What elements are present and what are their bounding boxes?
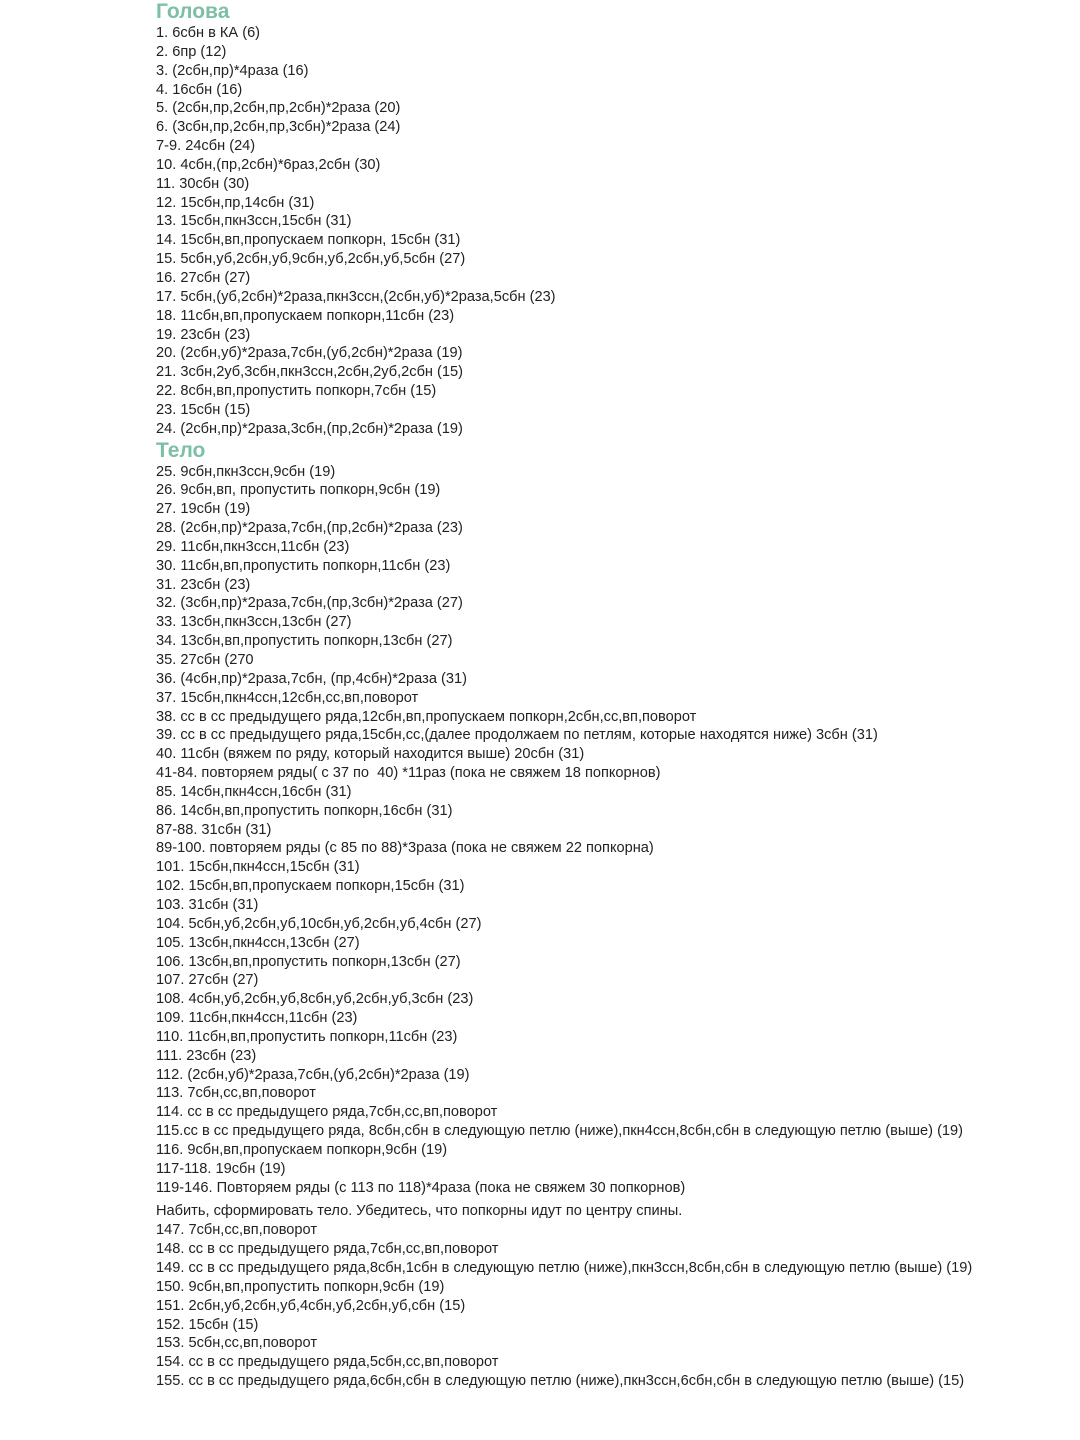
pattern-row: 31. 23сбн (23) [156, 576, 251, 593]
pattern-row: 1. 6сбн в КА (6) [156, 25, 261, 41]
pattern-row: 20. (2сбн,уб)*2раза,7сбн,(уб,2сбн)*2раза (19) [156, 345, 463, 362]
pattern-row: 3. (2сбн,пр)*4раза (16) [156, 62, 309, 79]
pattern-row: 25. 9сбн,пкн3ссн,9сбн (19) [156, 463, 336, 480]
pattern-row: 86. 14сбн,вп,пропустить попкорн,16сбн (31) [156, 802, 453, 819]
body-rows-list [156, 463, 1056, 1198]
stuffing-note: Набить, сформировать тело. Убедитесь, что попкорны идут по центру спины. [156, 1203, 683, 1220]
pattern-row: 26. 9сбн,вп, пропустить попкорн,9сбн (19) [156, 482, 441, 499]
section-body [156, 439, 1056, 1391]
pattern-row: 40. 11сбн (вяжем по ряду, который находится выше) 20сбн (31) [156, 746, 585, 763]
pattern-row: 24. (2сбн,пр)*2раза,3сбн,(пр,2сбн)*2раза (19) [156, 420, 463, 437]
pattern-row: 103. 31сбн (31) [156, 896, 259, 913]
pattern-row: 30. 11сбн,вп,пропустить попкорн,11сбн (23) [156, 557, 451, 574]
pattern-row: 108. 4сбн,уб,2сбн,уб,8сбн,уб,2сбн,уб,3сбн (23) [156, 991, 474, 1008]
head-rows-list [156, 24, 1056, 439]
pattern-row: 150. 9сбн,вп,пропустить попкорн,9сбн (19) [156, 1278, 445, 1295]
pattern-row: 152. 15сбн (15) [156, 1316, 259, 1333]
pattern-row: 102. 15сбн,вп,пропускаем попкорн,15сбн (31) [156, 878, 465, 895]
pattern-row: 153. 5сбн,сс,вп,поворот [156, 1335, 318, 1352]
pattern-row: 22. 8сбн,вп,пропустить попкорн,7сбн (15) [156, 383, 437, 400]
pattern-row: 13. 15сбн,пкн3ссн,15сбн (31) [156, 213, 352, 230]
section-title-body: Тело [156, 438, 206, 462]
pattern-row: 89-100. повторяем ряды (с 85 по 88)*3раза (пока не свяжем 22 попкорна) [156, 840, 654, 857]
pattern-row: 115.сс в сс предыдущего ряда, 8сбн,сбн в следующую петлю (ниже),пкн4ссн,8сбн,сбн в следующую петлю (выше) (19) [156, 1123, 964, 1140]
pattern-row: 106. 13сбн,вп,пропустить попкорн,13сбн (27) [156, 953, 461, 970]
pattern-row: 32. (3сбн,пр)*2раза,7сбн,(пр,3сбн)*2раза (27) [156, 595, 463, 612]
pattern-row: 38. сс в сс предыдущего ряда,12сбн,вп,пропускаем попкорн,2сбн,сс,вп,поворот [156, 708, 697, 725]
body-rows-after-note-list [156, 1221, 1056, 1391]
pattern-row: 85. 14сбн,пкн4ссн,16сбн (31) [156, 783, 352, 800]
pattern-row: 104. 5сбн,уб,2сбн,уб,10сбн,уб,2сбн,уб,4сбн (27) [156, 915, 482, 932]
pattern-row: 112. (2сбн,уб)*2раза,7сбн,(уб,2сбн)*2раза (19) [156, 1066, 470, 1083]
pattern-row: 14. 15сбн,вп,пропускаем попкорн, 15сбн (31) [156, 232, 461, 249]
pattern-row: 4. 16сбн (16) [156, 81, 243, 98]
pattern-row: 148. сс в сс предыдущего ряда,7сбн,сс,вп,поворот [156, 1241, 499, 1258]
pattern-row: 39. сс в сс предыдущего ряда,15сбн,сс,(далее продолжаем по петлям, которые находятся ниже) 3сбн (31) [156, 727, 878, 744]
pattern-row: 110. 11сбн,вп,пропустить попкорн,11сбн (23) [156, 1028, 458, 1045]
pattern-row: 29. 11сбн,пкн3ссн,11сбн (23) [156, 538, 350, 555]
pattern-row: 119-146. Повторяем ряды (с 113 по 118)*4раза (пока не свяжем 30 попкорнов) [156, 1179, 686, 1196]
pattern-row: 41-84. повторяем ряды( с 37 по 40) *11раз (пока не свяжем 18 попкорнов) [156, 765, 661, 782]
pattern-row: 111. 23сбн (23) [156, 1047, 257, 1064]
pattern-row: 28. (2сбн,пр)*2раза,7сбн,(пр,2сбн)*2раза (23) [156, 520, 463, 537]
pattern-row: 17. 5сбн,(уб,2сбн)*2раза,пкн3ссн,(2сбн,уб)*2раза,5сбн (23) [156, 288, 556, 305]
pattern-row: 105. 13сбн,пкн4ссн,13сбн (27) [156, 934, 360, 951]
pattern-row: 101. 15сбн,пкн4ссн,15сбн (31) [156, 859, 360, 876]
pattern-row: 21. 3сбн,2уб,3сбн,пкн3ссн,2сбн,2уб,2сбн (15) [156, 364, 463, 381]
pattern-page [156, 0, 1056, 1391]
pattern-row: 33. 13сбн,пкн3ссн,13сбн (27) [156, 614, 352, 631]
pattern-row: 11. 30сбн (30) [156, 175, 250, 192]
pattern-row: 117-118. 19сбн (19) [156, 1160, 286, 1177]
pattern-row: 10. 4сбн,(пр,2сбн)*6раз,2сбн (30) [156, 156, 381, 173]
pattern-row: 2. 6пр (12) [156, 43, 227, 60]
pattern-row: 5. (2сбн,пр,2сбн,пр,2сбн)*2раза (20) [156, 100, 401, 117]
pattern-row: 107. 27сбн (27) [156, 972, 259, 989]
pattern-row: 23. 15сбн (15) [156, 401, 251, 418]
pattern-row: 18. 11сбн,вп,пропускаем попкорн,11сбн (23) [156, 307, 455, 324]
pattern-row: 147. 7сбн,сс,вп,поворот [156, 1222, 318, 1239]
pattern-row: 7-9. 24сбн (24) [156, 138, 256, 155]
pattern-row: 113. 7сбн,сс,вп,поворот [156, 1085, 316, 1102]
pattern-row: 149. сс в сс предыдущего ряда,8сбн,1сбн в следующую петлю (ниже),пкн3ссн,8сбн,сбн в следующую петлю (выше) (19) [156, 1260, 973, 1276]
pattern-row: 116. 9сбн,вп,пропускаем попкорн,9сбн (19) [156, 1141, 448, 1158]
pattern-row: 37. 15сбн,пкн4ссн,12сбн,сс,вп,поворот [156, 689, 419, 706]
pattern-row: 114. сс в сс предыдущего ряда,7сбн,сс,вп,поворот [156, 1104, 498, 1121]
pattern-row: 151. 2сбн,уб,2сбн,уб,4сбн,уб,2сбн,уб,сбн (15) [156, 1297, 466, 1314]
pattern-row: 87-88. 31сбн (31) [156, 821, 272, 838]
pattern-row: 12. 15сбн,пр,14сбн (31) [156, 194, 315, 211]
pattern-row: 34. 13сбн,вп,пропустить попкорн,13сбн (27) [156, 633, 453, 650]
pattern-row: 154. сс в сс предыдущего ряда,5сбн,сс,вп,поворот [156, 1354, 499, 1371]
pattern-row: 27. 19сбн (19) [156, 501, 251, 518]
pattern-row: 16. 27сбн (27) [156, 269, 251, 286]
section-title-head: Голова [156, 0, 230, 23]
pattern-row: 109. 11сбн,пкн4ссн,11сбн (23) [156, 1010, 358, 1027]
pattern-row: 19. 23сбн (23) [156, 326, 251, 343]
section-head [156, 0, 1056, 439]
pattern-row: 36. (4сбн,пр)*2раза,7сбн, (пр,4сбн)*2раза (31) [156, 670, 467, 687]
pattern-row: 155. сс в сс предыдущего ряда,6сбн,сбн в следующую петлю (ниже),пкн3ссн,6сбн,сбн в следующую петлю (выше) (15) [156, 1373, 965, 1390]
pattern-row: 6. (3сбн,пр,2сбн,пр,3сбн)*2раза (24) [156, 119, 401, 136]
pattern-row: 15. 5сбн,уб,2сбн,уб,9сбн,уб,2сбн,уб,5сбн (27) [156, 251, 466, 268]
pattern-row: 35. 27сбн (270 [156, 652, 254, 668]
